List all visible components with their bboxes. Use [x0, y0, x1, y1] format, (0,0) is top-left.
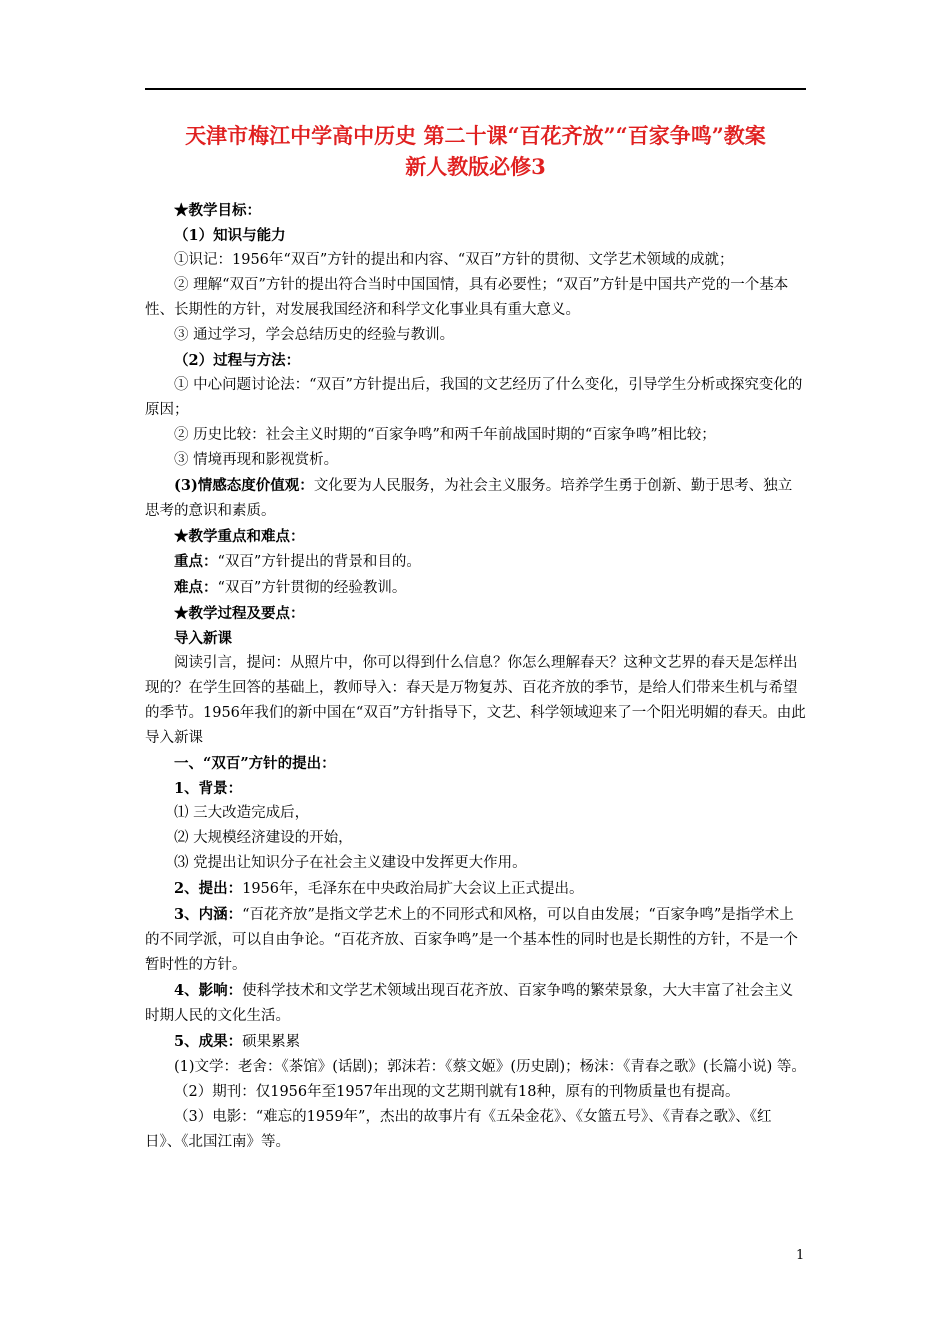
paragraph-label: 难点：	[174, 579, 218, 596]
paragraph: ★教学重点和难点：	[174, 528, 305, 545]
page-number: 1	[796, 1248, 805, 1263]
paragraph-label: 2、提出：	[174, 880, 243, 897]
paragraph	[145, 978, 806, 1029]
paragraph: 1、背景：	[174, 780, 243, 797]
header-rule	[145, 88, 806, 90]
paragraph-label: 4、影响：	[174, 982, 243, 999]
paragraph-label: 5、成果：	[174, 1033, 243, 1050]
paragraph: (1)文学：老舍：《茶馆》(话剧)；郭沫若：《蔡文姬》(历史剧)；杨沫：《青春之歌》(长篇小说) 等。	[174, 1059, 806, 1075]
paragraph	[145, 1029, 806, 1055]
paragraph: ⑶ 党提出让知识分子在社会主义建设中发挥更大作用。	[174, 855, 527, 871]
paragraph: ② 历史比较：社会主义时期的“百家争鸣”和两千年前战国时期的“百家争鸣”相比较；	[174, 427, 716, 443]
paragraph	[145, 549, 806, 575]
paragraph-label: (3)情感态度价值观：	[174, 477, 314, 494]
title-line-1: 天津市梅江中学高中历史 第二十课“百花齐放”“百家争鸣”教案	[185, 123, 766, 148]
paragraph-text: 1956年，毛泽东在中央政治局扩大会议上正式提出。	[242, 881, 584, 897]
document-title	[120, 120, 831, 182]
paragraph	[145, 473, 806, 524]
paragraph	[145, 876, 806, 902]
paragraph: ⑵ 大规模经济建设的开始，	[174, 830, 353, 846]
paragraph: （1）知识与能力	[174, 227, 286, 244]
paragraph-text: 文化要为人民服务，为社会主义服务。培养学生勇于创新、勤于思考、独立思考的意识和素质。	[145, 478, 793, 519]
paragraph-text: “双百”方针提出的背景和目的。	[217, 554, 421, 570]
paragraph: ① 中心问题讨论法：“双百”方针提出后，我国的文艺经历了什么变化，引导学生分析或探究变化的原因；	[145, 377, 803, 418]
paragraph: ③ 通过学习，学会总结历史的经验与教训。	[174, 327, 455, 343]
paragraph-label: 重点：	[174, 553, 218, 570]
paragraph: ⑴ 三大改造完成后，	[174, 805, 310, 821]
paragraph-text: “百花齐放”是指文学艺术上的不同形式和风格，可以自由发展；“百家争鸣”是指学术上的不同学派，可以自由争论。“百花齐放、百家争鸣”是一个基本性的同时也是长期性的方针，不是一个暂时性的方针。	[145, 907, 798, 973]
paragraph: 一、“双百”方针的提出：	[174, 755, 336, 772]
paragraph: ★教学过程及要点：	[174, 605, 305, 622]
paragraph: ★教学目标：	[174, 202, 261, 219]
paragraph: （2）过程与方法：	[174, 352, 301, 369]
paragraph: （3）电影：“难忘的1959年”，杰出的故事片有《五朵金花》、《女篮五号》、《青春之歌》、《红日》、《北国江南》等。	[145, 1109, 772, 1150]
paragraph-label: 3、内涵：	[174, 906, 243, 923]
paragraph: 阅读引言，提问：从照片中，你可以得到什么信息？你怎么理解春天？这种文艺界的春天是怎样出现的？在学生回答的基础上，教师导入：春天是万物复苏、百花齐放的季节，是给人们带来生机与希望的季节。1956年我们的新中国在“双百”方针指导下，文艺、科学领域迎来了一个阳光明媚的春天。由此导入新课	[145, 655, 806, 746]
paragraph-text: 使科学技术和文学艺术领域出现百花齐放、百家争鸣的繁荣景象，大大丰富了社会主义时期人民的文化生活。	[145, 983, 794, 1024]
paragraph-text: 硕果累累	[242, 1034, 301, 1050]
title-line-2: 新人教版必修3	[405, 154, 546, 179]
paragraph: （2）期刊：仅1956年至1957年出现的文艺期刊就有18种，原有的刊物质量也有提高。	[174, 1084, 740, 1100]
paragraph	[145, 902, 806, 978]
paragraph: 导入新课	[174, 630, 232, 647]
paragraph-text: “双百”方针贯彻的经验教训。	[217, 580, 407, 596]
paragraph: ①识记：1956年“双百”方针的提出和内容、“双百”方针的贯彻、文学艺术领域的成就；	[174, 252, 734, 268]
paragraph: ② 理解“双百”方针的提出符合当时中国国情，具有必要性；“双百”方针是中国共产党的一个基本性、长期性的方针，对发展我国经济和科学文化事业具有重大意义。	[145, 277, 789, 318]
paragraph: ③ 情境再现和影视赏析。	[174, 452, 339, 468]
document-body	[145, 198, 806, 1155]
paragraph	[145, 575, 806, 601]
